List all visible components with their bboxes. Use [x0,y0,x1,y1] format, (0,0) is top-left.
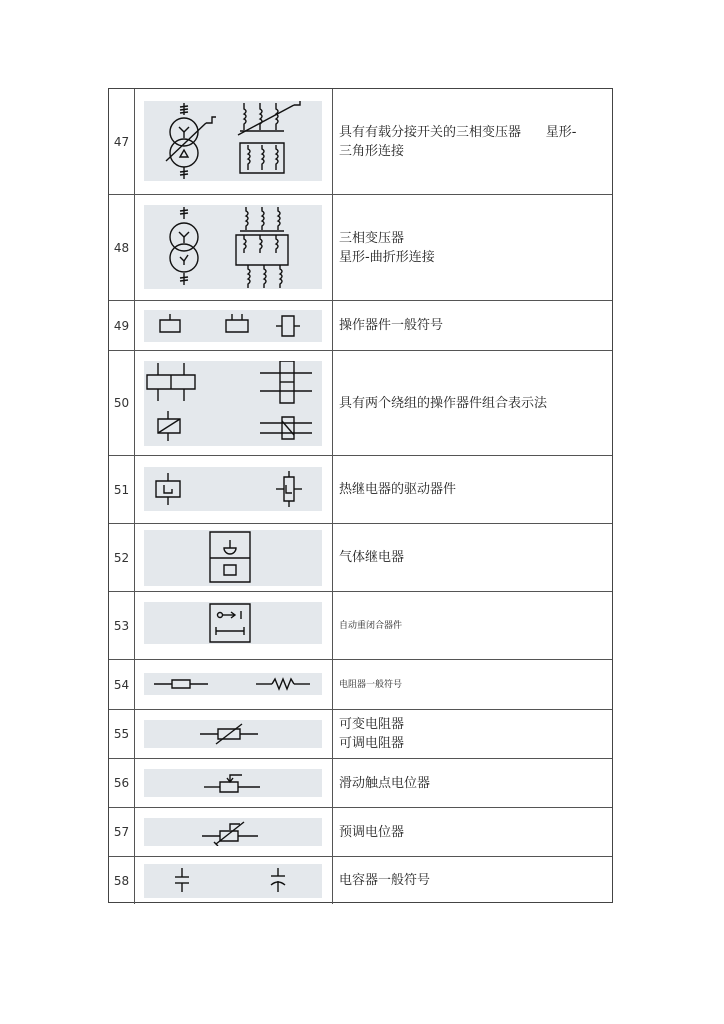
table-row [109,89,612,195]
transformer-star-zigzag-symbol [144,205,322,289]
auto-reclosing-device-symbol [144,602,322,644]
operating-device-two-windings-symbol [144,361,322,446]
row-number: 53 [109,592,135,659]
description [339,89,606,194]
description [339,301,606,350]
table-row [109,524,612,592]
row-number: 51 [109,456,135,523]
figure-cell [134,660,333,709]
row-number: 56 [109,759,135,807]
description-line: 可调电阻器 [339,736,405,751]
figure-cell [134,301,333,350]
description [339,524,606,591]
resistor-general-symbol [144,673,322,695]
description [339,710,606,758]
row-number: 58 [109,857,135,904]
description [339,808,606,856]
description-line: 三角形连接 [339,143,405,159]
row-number: 57 [109,808,135,856]
table-row [109,808,612,857]
description-line: 热继电器的驱动器件 [339,482,457,497]
description [339,857,606,904]
description-line: 气体继电器 [339,550,405,565]
figure-cell [134,195,333,300]
preset-potentiometer-symbol [144,818,322,846]
description-line: 具有两个绕组的操作器件组合表示法 [339,395,548,411]
description [339,759,606,807]
figure-cell [134,592,333,659]
description-line: 三相变压器 [339,230,405,246]
table-row [109,301,612,351]
table-row [109,195,612,301]
table-row [109,710,612,759]
table-row [109,351,612,456]
variable-resistor-symbol [144,720,322,748]
figure-cell [134,710,333,758]
row-number: 54 [109,660,135,709]
table-row [109,660,612,710]
description-line: 可变电阻器 [339,717,405,732]
description-line: 操作器件一般符号 [339,318,444,333]
transformer-star-delta-tap-changer-symbol [144,101,322,181]
description-line: 电阻器一般符号 [339,679,403,690]
table-row [109,456,612,524]
description [339,592,606,659]
row-number: 50 [109,351,135,455]
description-line: 星形-曲折形连接 [339,249,435,265]
description [339,195,606,300]
operating-device-general-symbol [144,310,322,342]
figure-cell [134,759,333,807]
thermal-relay-actuator-symbol [144,467,322,511]
symbol-table [108,88,613,903]
figure-cell [134,456,333,523]
figure-cell [134,857,333,904]
description-line: 自动重闭合器件 [339,620,403,631]
row-number: 48 [109,195,135,300]
description [339,456,606,523]
description-line: 预调电位器 [339,824,405,840]
sliding-contact-potentiometer-symbol [144,769,322,797]
table-row [109,759,612,808]
row-number: 52 [109,524,135,591]
gas-relay-symbol [144,530,322,586]
row-number: 47 [109,89,135,194]
table-row [109,592,612,660]
description [339,660,606,709]
row-number: 55 [109,710,135,758]
capacitor-general-symbol [144,864,322,898]
description-line: 电容器一般符号 [339,873,431,888]
figure-cell [134,351,333,455]
description [339,351,606,455]
table-row [109,857,612,904]
figure-cell [134,524,333,591]
description-line: 滑动触点电位器 [339,775,431,791]
figure-cell [134,89,333,194]
row-number: 49 [109,301,135,350]
figure-cell [134,808,333,856]
description-line: 具有有载分接开关的三相变压器 星形- [339,124,577,140]
